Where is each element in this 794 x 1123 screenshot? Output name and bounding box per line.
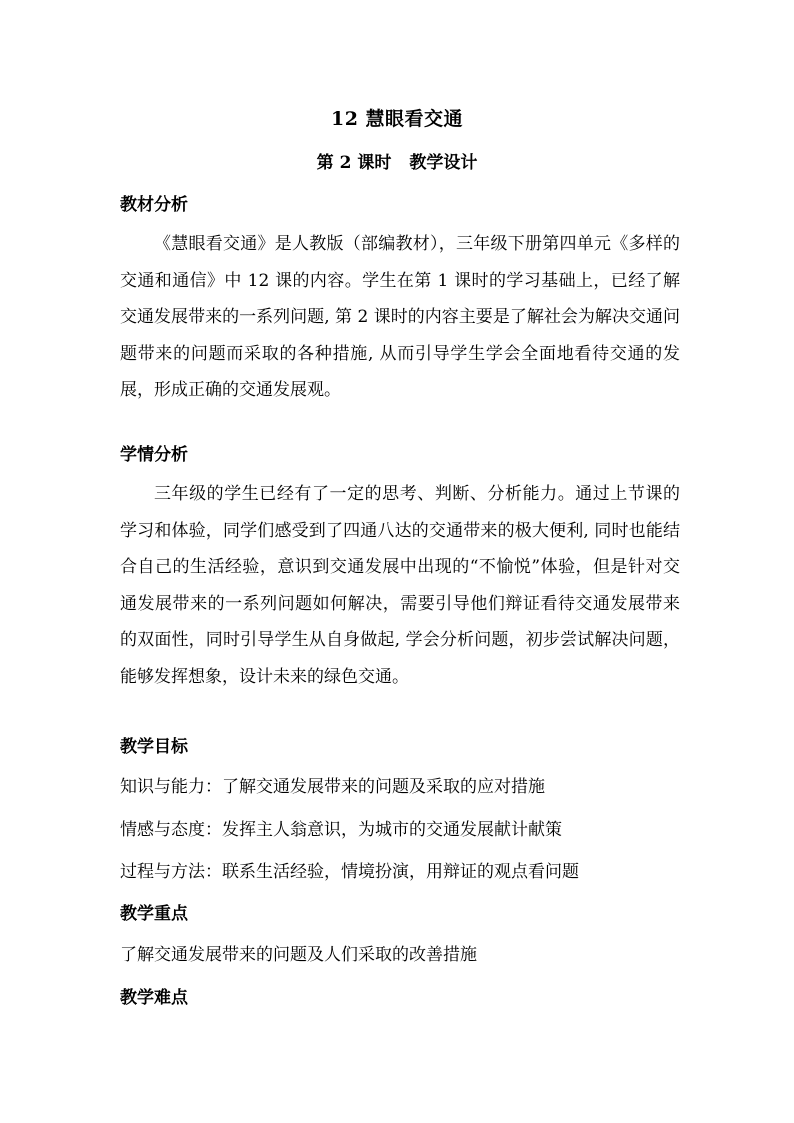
heading-material-analysis: 教材分析: [120, 195, 188, 215]
document-title: 12 慧眼看交通: [330, 108, 464, 130]
lesson-period: 第 2 课时: [316, 153, 392, 173]
heading-teaching-key: 教学重点: [120, 904, 188, 924]
goal-emotion: 情感与态度：发挥主人翁意识，为城市的交通发展献计献策: [120, 820, 562, 840]
heading-teaching-goals: 教学目标: [120, 737, 188, 757]
document-subtitle: [0, 148, 794, 173]
design-label: 教学设计: [409, 153, 478, 173]
heading-student-analysis: 学情分析: [120, 445, 188, 465]
teaching-key-text: 了解交通发展带来的问题及人们采取的改善措施: [120, 945, 477, 965]
material-analysis-text: 《慧眼看交通》是人教版（部编教材），三年级下册第四单元《多样的交通和通信》中 12 课的内容。学生在第 1 课时的学习基础上，已经了解交通发展带来的一系列问题, 第 2 课时的内容主要是了解社会为解决交通问题带来的问题而采取的各种措施, 从而引导学生学会全面地看待交通的发展，形成正确的交通发展观。: [120, 234, 680, 400]
goal-knowledge: 知识与能力：了解交通发展带来的问题及采取的应对措施: [120, 777, 545, 797]
paragraph-material-analysis: [120, 226, 680, 409]
heading-teaching-difficulty: 教学难点: [120, 988, 188, 1008]
student-analysis-text: 三年级的学生已经有了一定的思考、判断、分析能力。通过上节课的学习和体验，同学们感受到了四通八达的交通带来的极大便利, 同时也能结合自己的生活经验，意识到交通发展中出现的“不愉悦”体验，但是针对交通发展带来的一系列问题如何解决，需要引导他们辩证看待交通发展带来的双面性，同时引导学生从自身做起, 学会分析问题，初步尝试解决问题，能够发挥想象，设计未来的绿色交通。: [120, 484, 680, 687]
goal-process: 过程与方法：联系生活经验，情境扮演，用辩证的观点看问题: [120, 862, 579, 882]
paragraph-student-analysis: [120, 476, 680, 695]
